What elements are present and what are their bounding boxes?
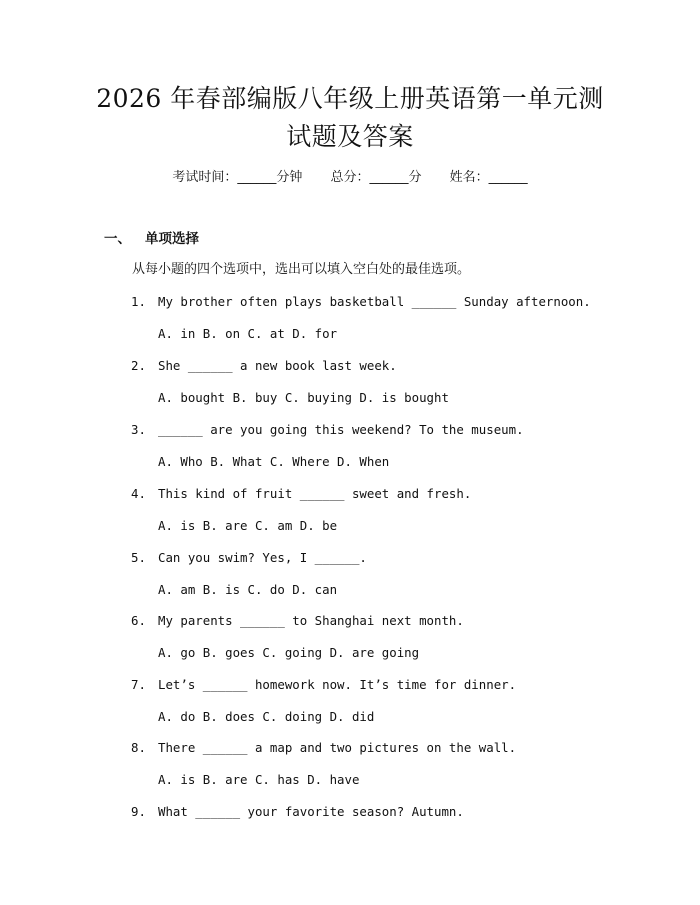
question-number: 4.	[131, 486, 146, 501]
question-1-options: A. in B. on C. at D. for	[158, 326, 338, 341]
question-text: She ______ a new book last week.	[158, 358, 397, 373]
question-number: 2.	[131, 358, 146, 373]
question-8	[131, 739, 516, 757]
question-5	[131, 549, 367, 567]
section-title: 单项选择	[145, 231, 199, 247]
student-name-field: 姓名：______	[449, 170, 528, 185]
question-text: Let’s ______ homework now. It’s time for dinner.	[158, 677, 517, 692]
question-2-options: A. bought B. buy C. buying D. is bought	[158, 390, 449, 405]
question-number: 8.	[131, 740, 146, 755]
question-7-options: A. do B. does C. doing D. did	[158, 709, 375, 724]
question-6	[131, 612, 464, 630]
question-text: My parents ______ to Shanghai next month.	[158, 613, 464, 628]
question-8-options: A. is B. are C. has D. have	[158, 772, 360, 787]
question-9	[131, 803, 464, 821]
total-score-field: 总分：______分	[330, 170, 422, 185]
question-1	[131, 293, 591, 311]
question-text: There ______ a map and two pictures on the wall.	[158, 740, 517, 755]
question-text: Can you swim? Yes, I ______.	[158, 550, 367, 565]
question-number: 7.	[131, 677, 146, 692]
question-7	[131, 676, 516, 694]
section-instruction: 从每小题的四个选项中，选出可以填入空白处的最佳选项。	[132, 262, 471, 277]
question-6-options: A. go B. goes C. going D. are going	[158, 645, 420, 660]
question-number: 5.	[131, 550, 146, 565]
question-number: 1.	[131, 294, 146, 309]
question-text: This kind of fruit ______ sweet and fresh.	[158, 486, 472, 501]
question-3-options: A. Who B. What C. Where D. When	[158, 454, 390, 469]
question-text: What ______ your favorite season? Autumn.	[158, 804, 464, 819]
question-2	[131, 357, 397, 375]
question-number: 6.	[131, 613, 146, 628]
exam-info-line	[0, 168, 700, 188]
question-3	[131, 421, 524, 439]
question-4	[131, 485, 471, 503]
question-4-options: A. is B. are C. am D. be	[158, 518, 338, 533]
question-5-options: A. am B. is C. do D. can	[158, 582, 338, 597]
section-number: 一、	[104, 231, 131, 247]
question-number: 9.	[131, 804, 146, 819]
exam-time-field: 考试时间：______分钟	[172, 170, 303, 185]
question-number: 3.	[131, 422, 146, 437]
section-heading	[104, 229, 199, 249]
document-title-line-2: 试题及答案	[286, 122, 414, 151]
question-text: My brother often plays basketball ______ Sunday afternoon.	[158, 294, 591, 309]
question-text: ______ are you going this weekend? To the museum.	[158, 422, 524, 437]
document-title-line-1: 2026 年春部编版八年级上册英语第一单元测	[96, 84, 604, 113]
